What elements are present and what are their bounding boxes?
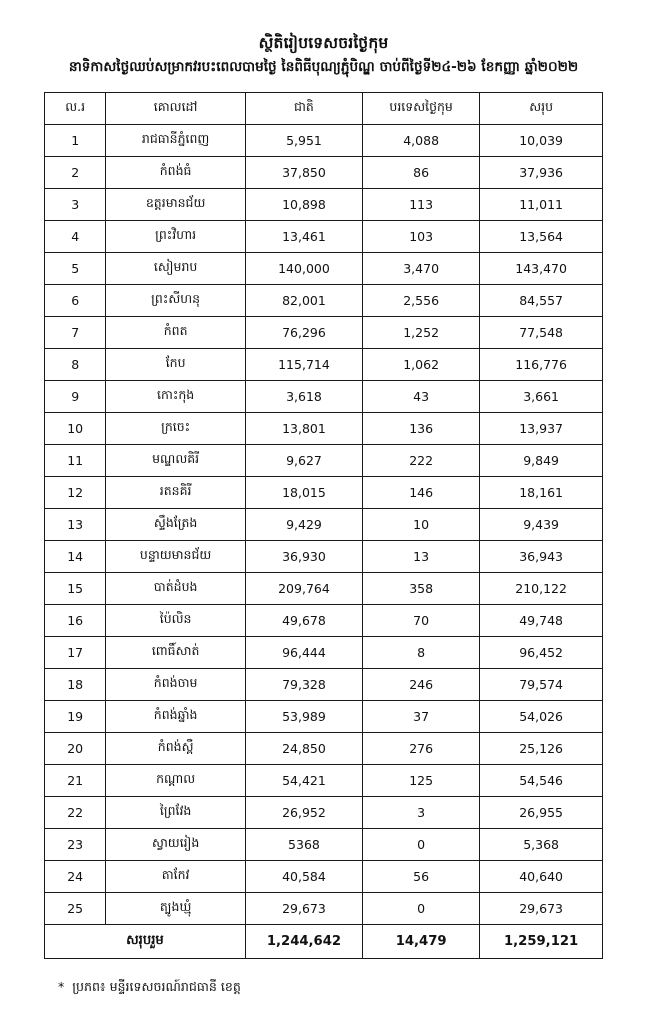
cell-total: 210,122: [480, 573, 603, 605]
footnote-text: ប្រភព៖ មន្ទីរទេសចរណ៍រាជធានី ខេត្ត: [72, 979, 241, 995]
cell-total: 3,661: [480, 381, 603, 413]
page-subtitle: នាទិកាសថ្ងៃឈប់សម្រាកវរបះពេលបាមថ្ងៃ នៃពិធីបុណ្យភ្ជុំបិណ្ឌ ចាប់ពីថ្ងៃទី២៤-២៦ ខែកញ្ញា ឆ្នាំ២០២២: [68, 59, 579, 76]
cell-national: 9,627: [245, 445, 362, 477]
table-row: [45, 413, 603, 445]
cell-no: 4: [45, 221, 106, 253]
cell-foreign: 13: [363, 541, 480, 573]
table-row: [45, 733, 603, 765]
cell-destination: ពោធិ៍សាត់: [106, 637, 246, 669]
cell-destination: កំពត: [106, 317, 246, 349]
cell-total: 29,673: [480, 893, 603, 925]
cell-destination: កោះកុង: [106, 381, 246, 413]
cell-foreign: 1,252: [363, 317, 480, 349]
cell-destination: ស្ទឹងត្រែង: [106, 509, 246, 541]
table-row: [45, 765, 603, 797]
cell-destination: កំពង់ស្ពឺ: [106, 733, 246, 765]
cell-no: 7: [45, 317, 106, 349]
cell-destination: ក្រចេះ: [106, 413, 246, 445]
cell-total: 77,548: [480, 317, 603, 349]
cell-national: 79,328: [245, 669, 362, 701]
cell-no: 8: [45, 349, 106, 381]
table-header-row: [45, 93, 603, 125]
cell-destination: តាកែវ: [106, 861, 246, 893]
cell-no: 21: [45, 765, 106, 797]
cell-no: 11: [45, 445, 106, 477]
table-row: [45, 797, 603, 829]
cell-foreign: 125: [363, 765, 480, 797]
table-row: [45, 541, 603, 573]
table-row: [45, 317, 603, 349]
cell-total: 36,943: [480, 541, 603, 573]
table-row: [45, 669, 603, 701]
summary-total: 1,259,121: [480, 925, 603, 959]
cell-total: 25,126: [480, 733, 603, 765]
cell-total: 96,452: [480, 637, 603, 669]
cell-foreign: 113: [363, 189, 480, 221]
cell-foreign: 276: [363, 733, 480, 765]
table-row: [45, 157, 603, 189]
table-row: [45, 893, 603, 925]
column-header-total: សរុប: [480, 93, 603, 125]
footnote: [44, 979, 603, 998]
cell-foreign: 1,062: [363, 349, 480, 381]
cell-national: 140,000: [245, 253, 362, 285]
cell-foreign: 43: [363, 381, 480, 413]
cell-destination: ប៉ៃលិន: [106, 605, 246, 637]
cell-foreign: 2,556: [363, 285, 480, 317]
cell-destination: សៀមរាប: [106, 253, 246, 285]
column-header-national: ជាតិ: [245, 93, 362, 125]
cell-national: 9,429: [245, 509, 362, 541]
cell-destination: ស្វាយរៀង: [106, 829, 246, 861]
cell-national: 82,001: [245, 285, 362, 317]
cell-national: 37,850: [245, 157, 362, 189]
cell-destination: ព្រះសីហនុ: [106, 285, 246, 317]
cell-total: 116,776: [480, 349, 603, 381]
cell-total: 49,748: [480, 605, 603, 637]
cell-total: 37,936: [480, 157, 603, 189]
cell-no: 18: [45, 669, 106, 701]
column-header-foreign: បរទេសថ្ងៃកុម: [363, 93, 480, 125]
cell-foreign: 3,470: [363, 253, 480, 285]
cell-destination: រាជធានីភ្នំពេញ: [106, 125, 246, 157]
cell-no: 25: [45, 893, 106, 925]
cell-total: 40,640: [480, 861, 603, 893]
cell-total: 10,039: [480, 125, 603, 157]
cell-national: 40,584: [245, 861, 362, 893]
cell-national: 5,951: [245, 125, 362, 157]
cell-no: 23: [45, 829, 106, 861]
summary-label: សរុបរួម: [45, 925, 246, 959]
cell-national: 209,764: [245, 573, 362, 605]
cell-total: 143,470: [480, 253, 603, 285]
cell-national: 115,714: [245, 349, 362, 381]
column-header-no: ល.រ: [45, 93, 106, 125]
cell-foreign: 358: [363, 573, 480, 605]
cell-no: 24: [45, 861, 106, 893]
cell-foreign: 246: [363, 669, 480, 701]
cell-destination: ព្រៃវែង: [106, 797, 246, 829]
cell-destination: បន្ទាយមានជ័យ: [106, 541, 246, 573]
table-summary-row: [45, 925, 603, 959]
cell-national: 96,444: [245, 637, 362, 669]
table-row: [45, 285, 603, 317]
cell-destination: ឧត្តរមានជ័យ: [106, 189, 246, 221]
cell-no: 5: [45, 253, 106, 285]
table-row: [45, 253, 603, 285]
cell-foreign: 3: [363, 797, 480, 829]
cell-destination: មណ្ឌលគិរី: [106, 445, 246, 477]
summary-foreign: 14,479: [363, 925, 480, 959]
cell-no: 2: [45, 157, 106, 189]
cell-destination: ត្បូងឃ្មុំ: [106, 893, 246, 925]
cell-total: 13,937: [480, 413, 603, 445]
cell-destination: បាត់ដំបង: [106, 573, 246, 605]
cell-foreign: 56: [363, 861, 480, 893]
cell-foreign: 136: [363, 413, 480, 445]
cell-national: 24,850: [245, 733, 362, 765]
cell-no: 10: [45, 413, 106, 445]
tourism-statistics-table: [44, 92, 603, 959]
cell-national: 53,989: [245, 701, 362, 733]
cell-national: 13,801: [245, 413, 362, 445]
cell-national: 54,421: [245, 765, 362, 797]
cell-no: 15: [45, 573, 106, 605]
cell-destination: កំពង់ធំ: [106, 157, 246, 189]
cell-destination: កណ្តាល: [106, 765, 246, 797]
cell-no: 14: [45, 541, 106, 573]
cell-foreign: 8: [363, 637, 480, 669]
cell-total: 11,011: [480, 189, 603, 221]
table-row: [45, 125, 603, 157]
cell-national: 49,678: [245, 605, 362, 637]
page-title: ស្ថិតិរៀបទេសចរថ្ងៃកុម: [258, 34, 389, 52]
cell-foreign: 86: [363, 157, 480, 189]
table-row: [45, 381, 603, 413]
cell-foreign: 37: [363, 701, 480, 733]
footnote-marker: *: [58, 979, 65, 995]
cell-destination: កែប: [106, 349, 246, 381]
cell-national: 18,015: [245, 477, 362, 509]
table-row: [45, 701, 603, 733]
table-row: [45, 189, 603, 221]
cell-foreign: 103: [363, 221, 480, 253]
cell-national: 10,898: [245, 189, 362, 221]
cell-total: 5,368: [480, 829, 603, 861]
cell-no: 1: [45, 125, 106, 157]
cell-no: 20: [45, 733, 106, 765]
cell-destination: ព្រះវិហារ: [106, 221, 246, 253]
cell-national: 36,930: [245, 541, 362, 573]
column-header-destination: គោលដៅ: [106, 93, 246, 125]
cell-no: 6: [45, 285, 106, 317]
cell-total: 54,026: [480, 701, 603, 733]
cell-national: 76,296: [245, 317, 362, 349]
cell-no: 17: [45, 637, 106, 669]
cell-total: 79,574: [480, 669, 603, 701]
cell-foreign: 4,088: [363, 125, 480, 157]
cell-no: 22: [45, 797, 106, 829]
cell-no: 3: [45, 189, 106, 221]
cell-national: 3,618: [245, 381, 362, 413]
cell-national: 5368: [245, 829, 362, 861]
table-row: [45, 221, 603, 253]
table-row: [45, 605, 603, 637]
cell-no: 12: [45, 477, 106, 509]
cell-total: 18,161: [480, 477, 603, 509]
cell-foreign: 146: [363, 477, 480, 509]
cell-total: 9,849: [480, 445, 603, 477]
summary-national: 1,244,642: [245, 925, 362, 959]
cell-destination: រតនគិរី: [106, 477, 246, 509]
cell-foreign: 70: [363, 605, 480, 637]
cell-national: 26,952: [245, 797, 362, 829]
table-row: [45, 637, 603, 669]
table-row: [45, 861, 603, 893]
cell-total: 54,546: [480, 765, 603, 797]
table-row: [45, 477, 603, 509]
cell-national: 13,461: [245, 221, 362, 253]
table-row: [45, 573, 603, 605]
cell-destination: កំពង់ឆ្នាំង: [106, 701, 246, 733]
cell-no: 19: [45, 701, 106, 733]
cell-destination: កំពង់ចាម: [106, 669, 246, 701]
cell-no: 13: [45, 509, 106, 541]
cell-foreign: 0: [363, 893, 480, 925]
cell-total: 26,955: [480, 797, 603, 829]
table-row: [45, 445, 603, 477]
table-row: [45, 509, 603, 541]
cell-foreign: 0: [363, 829, 480, 861]
cell-no: 9: [45, 381, 106, 413]
table-row: [45, 829, 603, 861]
cell-total: 84,557: [480, 285, 603, 317]
cell-total: 9,439: [480, 509, 603, 541]
cell-foreign: 10: [363, 509, 480, 541]
cell-total: 13,564: [480, 221, 603, 253]
table-row: [45, 349, 603, 381]
cell-no: 16: [45, 605, 106, 637]
cell-national: 29,673: [245, 893, 362, 925]
cell-foreign: 222: [363, 445, 480, 477]
